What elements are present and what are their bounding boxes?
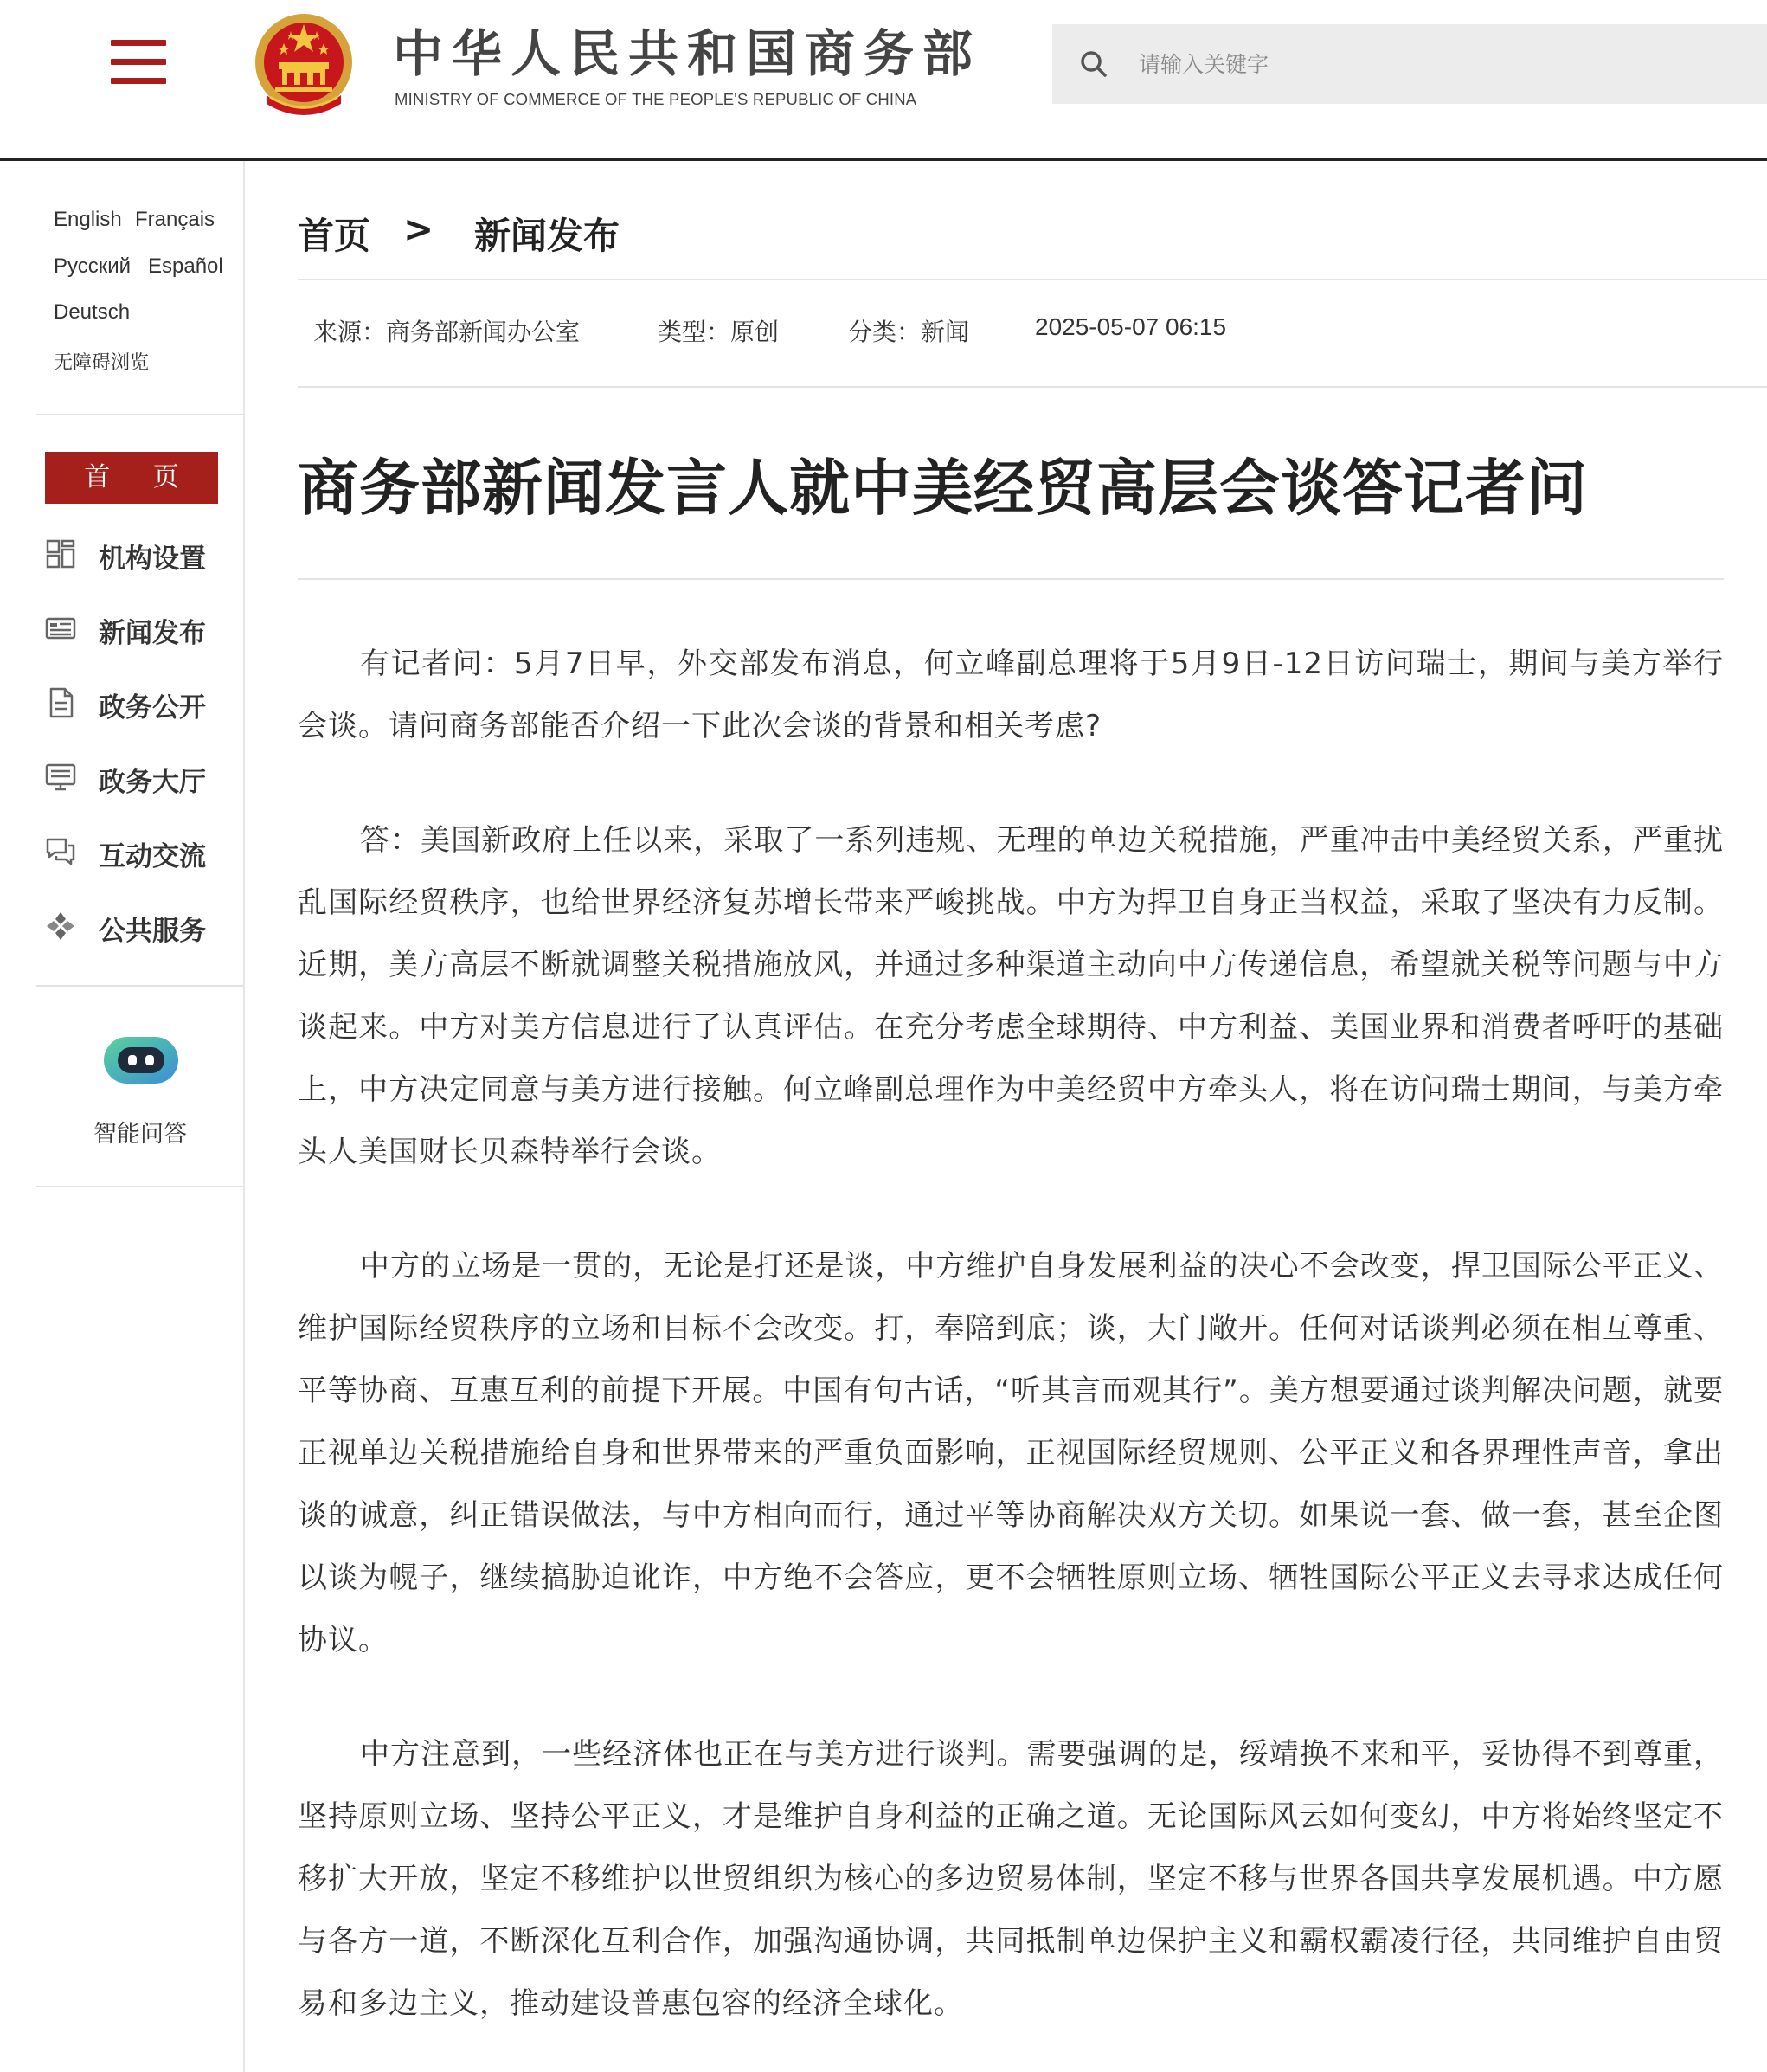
breadcrumb-current[interactable]: 新闻发布 (474, 215, 620, 257)
meta-type: 类型：原创 (658, 318, 780, 346)
meta-divider (298, 386, 1767, 388)
ai-assistant-label: 智能问答 (93, 1121, 187, 1148)
article-paragraph: 答：美国新政府上任以来，采取了一系列违规、无理的单边关税措施，严重冲击中美经贸关系，严重扰乱国际经贸秩序，也给世界经济复苏增长带来严峻挑战。中方为捍卫自身正当权益，采取了坚决有力反制。近期，美方高层不断就调整关税措施放风，并通过多种渠道主动向中方传递信息，希望就关税等问题与中方谈起来。中方对美方信息进行了认真评估。在充分考虑全球期待、中方利益、美国业界和消费者呼吁的基础上，中方决定同意与美方进行接触。何立峰副总理作为中美经贸中方牵头人，将在访问瑞士期间，与美方牵头人美国财长贝森特举行会谈。 (298, 823, 1724, 1169)
accessibility-link[interactable]: 无障碍浏览 (54, 352, 150, 374)
lang-french[interactable]: Français (135, 208, 215, 231)
news-icon (45, 613, 76, 644)
search-icon[interactable] (1078, 48, 1109, 80)
meta-datetime: 2025-05-07 06:15 (1035, 313, 1227, 340)
lang-german[interactable]: Deutsch (54, 300, 131, 324)
sidebar-item-label: 新闻发布 (99, 618, 206, 649)
service-icon (45, 911, 76, 942)
document-icon (45, 687, 76, 718)
national-emblem-icon[interactable] (251, 12, 357, 121)
sidebar-item-government-affairs[interactable] (45, 679, 244, 727)
sidebar-item-label: 政务公开 (99, 692, 206, 724)
lang-english[interactable]: English (54, 208, 122, 231)
ai-assistant-button[interactable] (36, 988, 244, 1184)
sidebar-separator (36, 985, 244, 987)
header-divider (0, 158, 1767, 161)
breadcrumb-home[interactable]: 首页 (298, 215, 371, 257)
hamburger-menu-icon[interactable] (111, 40, 166, 85)
monitor-icon (45, 762, 76, 793)
sidebar-item-public-service[interactable] (45, 902, 244, 950)
breadcrumb-divider (298, 279, 1767, 280)
breadcrumb-separator: > (403, 208, 434, 250)
sidebar-separator (36, 414, 244, 415)
sidebar-item-service-hall[interactable] (45, 753, 244, 801)
article-paragraph: 中方的立场是一贯的，无论是打还是谈，中方维护自身发展利益的决心不会改变，捍卫国际公平正义、维护国际经贸秩序的立场和目标不会改变。打，奉陪到底；谈，大门敞开。任何对话谈判必须在相互尊重、平等协商、互惠互利的前提下开展。中国有句古话，“听其言而观其行”。美方想要通过谈判解决问题，就要正视单边关税措施给自身和世界带来的严重负面影响，正视国际经贸规则、公平正义和各界理性声音，拿出谈的诚意，纠正错误做法，与中方相向而行，通过平等协商解决双方关切。如果说一套、做一套，甚至企图以谈为幌子，继续搞胁迫讹诈，中方绝不会答应，更不会牺牲原则立场、牺牲国际公平正义去寻求达成任何协议。 (298, 1249, 1724, 1657)
meta-source: 来源：商务部新闻办公室 (313, 318, 581, 346)
search-input[interactable] (1139, 40, 1727, 88)
site-header (0, 0, 1767, 159)
sidebar-item-interaction[interactable] (45, 827, 244, 876)
search-bar[interactable] (1052, 24, 1767, 104)
sidebar-home-button[interactable]: 首 页 (45, 452, 218, 504)
sidebar-separator (36, 1186, 244, 1187)
grid-icon (45, 538, 76, 569)
lang-spanish[interactable]: Español (148, 254, 223, 278)
chat-icon (45, 836, 76, 867)
lang-russian[interactable]: Русский (54, 254, 132, 278)
sidebar-item-label: 政务大厅 (99, 767, 206, 798)
article-paragraph: 中方注意到，一些经济体也正在与美方进行谈判。需要强调的是，绥靖换不来和平，妥协得不到尊重，坚持原则立场、坚持公平正义，才是维护自身利益的正确之道。无论国际风云如何变幻，中方将始终坚定不移扩大开放，坚定不移维护以世贸组织为核心的多边贸易体制，坚定不移与世界各国共享发展机遇。中方愿与各方一道，不断深化互利合作，加强沟通协调，共同抵制单边保护主义和霸权霸凌行径，共同维护自由贸易和多边主义，推动建设普惠包容的经济全球化。 (298, 1737, 1724, 2021)
title-divider (298, 578, 1724, 580)
meta-category: 分类：新闻 (848, 318, 970, 346)
site-subtitle: MINISTRY OF COMMERCE OF THE PEOPLE'S REPUBLIC OF CHINA (395, 90, 917, 108)
sidebar-item-news[interactable] (45, 604, 244, 653)
robot-icon (102, 1033, 180, 1087)
sidebar-item-label: 互动交流 (99, 841, 206, 872)
site-title[interactable]: 中华人民共和国商务部 (393, 24, 982, 83)
sidebar-item-label: 公共服务 (99, 916, 206, 947)
sidebar-item-organization[interactable] (45, 530, 244, 578)
article-title: 商务部新闻发言人就中美经贸高层会谈答记者问 (298, 453, 1588, 524)
sidebar-item-label: 机构设置 (99, 544, 206, 575)
article-paragraph: 有记者问：5月7日早，外交部发布消息，何立峰副总理将于5月9日-12日访问瑞士，期间与美方举行会谈。请问商务部能否介绍一下此次会谈的背景和相关考虑? (298, 647, 1724, 743)
